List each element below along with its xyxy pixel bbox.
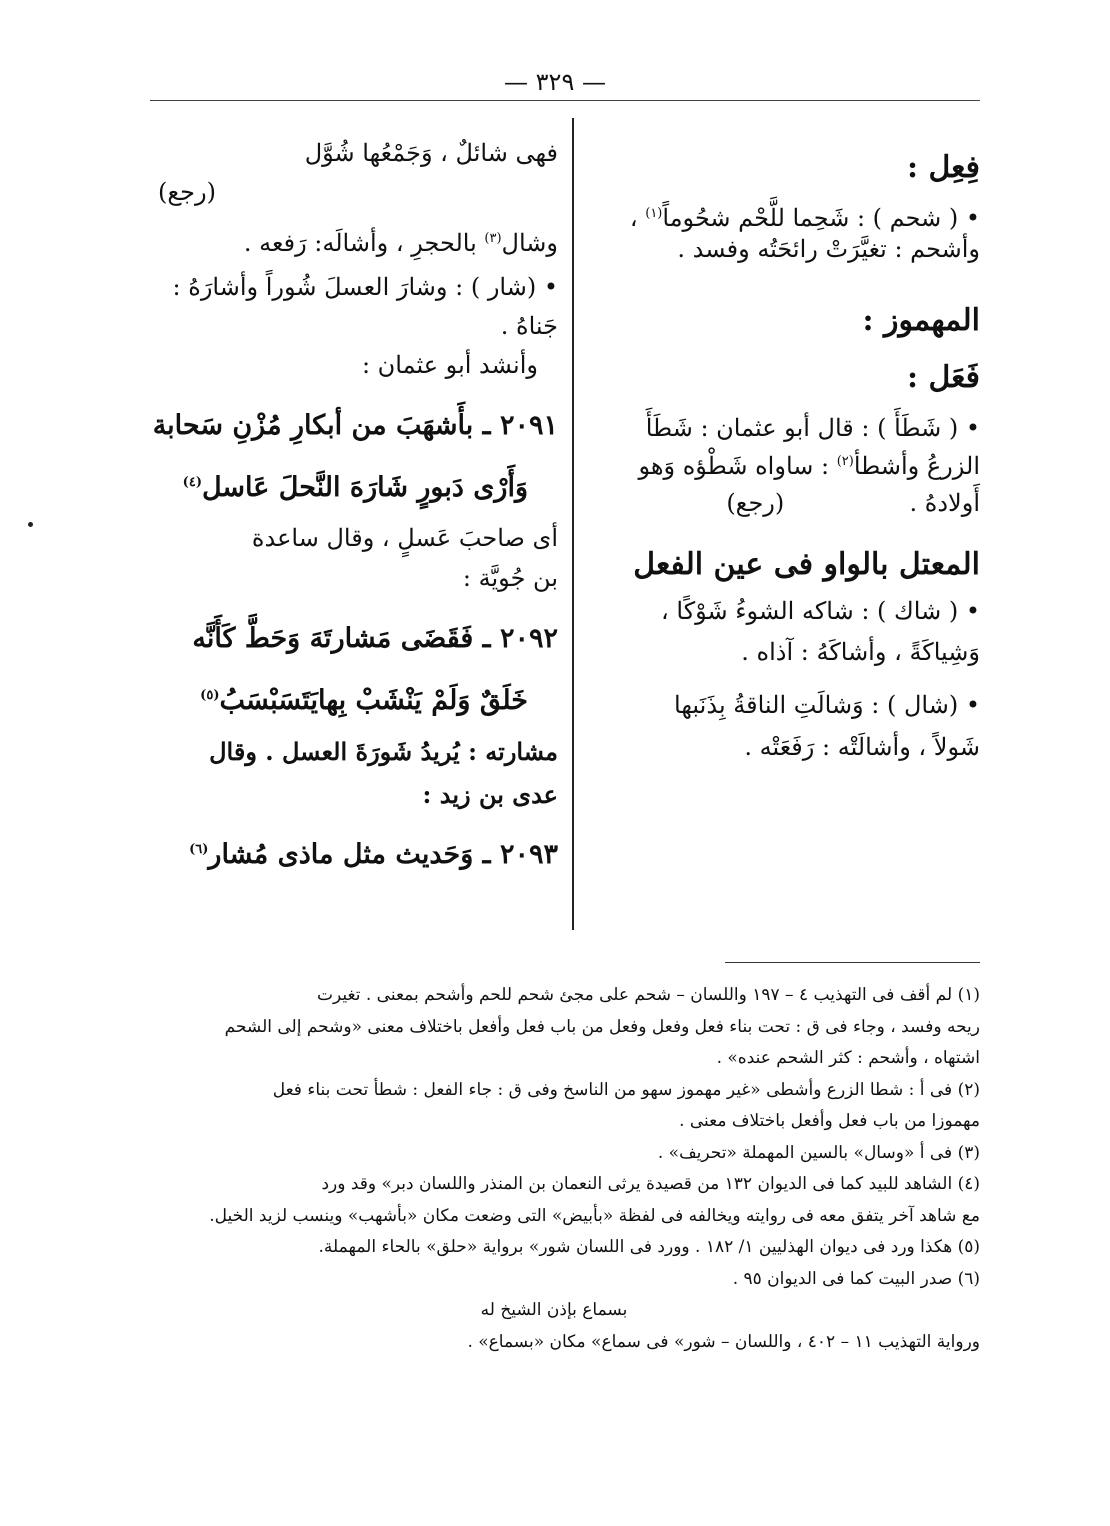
text-line: • ( شَطَأَ ) : قال أبو عثمان : شَطَأَ <box>645 414 980 443</box>
footnote: ورواية التهذيب ١١ – ٤٠٢ ، واللسان – شور» فى سماع» مكان «بسماع» . <box>467 1331 980 1352</box>
footnote-rule <box>725 962 980 963</box>
footnote: (١) لم أقف فى التهذيب ٤ – ١٩٧ واللسان – شحم على مجئ شحم للحم وأشحم بمعنى . تغيرت <box>317 985 980 1005</box>
footnote: (٤) الشاهد للبيد كما فى الديوان ١٣٢ من قصيدة يرثى النعمان بن المنذر واللسان دبر» وقد ورد <box>321 1174 980 1195</box>
footnote-ref: (١) <box>645 206 663 221</box>
text-line: • (شال ) : وَشالَتِ الناقةُ بِذَنَبها <box>674 691 980 720</box>
text-line: بن جُويَّة : <box>462 563 558 592</box>
text-line: وَشِياكَةً ، وأشاكَهُ : آذاه . <box>741 638 980 667</box>
text-line: • ( شاك ) : شاكه الشوءُ شَوْكًا ، <box>661 596 980 625</box>
text-line: الزرعُ وأشطأ$^{(٢)}$ : ساواه شَطْؤه وَهو <box>638 451 980 480</box>
text-line: أى صاحبَ عَسلٍ ، وقال ساعدة <box>251 524 558 553</box>
text-line: شَولاً ، وأشالَتْه : رَفَعَتْه . <box>744 732 980 761</box>
footnote-ref: (٦) <box>189 842 209 858</box>
verse-line: ٢٠٩٣ ـ وَحَديث مثل ماذى مُشار$^{(٦)}$ <box>189 839 558 871</box>
verse-line: ٢٠٩١ ـ بأَشهَبَ من أبكارِ مُزْنِ سَحابة <box>152 410 558 442</box>
text-line: وأشحم : تغيَّرَتْ رائحَتُه وفسد . <box>677 235 980 264</box>
footnotes <box>128 982 980 1360</box>
header-rule <box>150 100 980 101</box>
footnote-ref: (٣) <box>484 231 502 247</box>
verse-line: وَأَرْى دَبورٍ شَارَهَ النَّحلَ عَاسل$^{(٤)}$ <box>182 472 528 504</box>
left-column <box>152 138 558 899</box>
footnote: مهموزا من باب فعل وأفعل باختلاف معنى . <box>679 1111 980 1132</box>
section-heading: فِعِل : <box>906 150 980 185</box>
text-line: • ( شحم ) : شَحِما للَّحْم شحُوماً$^{(١)}$ ، <box>629 204 980 232</box>
text-line: • (شار ) : وشارَ العسلَ شُوراً وأشارَهُ : <box>172 272 558 301</box>
footnote-note: بسماع بإذن الشيخ له <box>480 1300 628 1321</box>
footnote-ref: (٥) <box>200 687 220 703</box>
verse-line: خَلَقٌ وَلَمْ يَنْشَبْ بِهايَتَسَبْسَبُ$^{(٥)}$ <box>200 684 528 716</box>
footnote: (٦) صدر البيت كما فى الديوان ٩٥ . <box>732 1268 980 1289</box>
cross-reference: (رجع) <box>726 488 785 517</box>
section-heading: فَعَل : <box>906 360 980 396</box>
footnote: (٥) هكذا ورد فى ديوان الهذليين ١/ ١٨٢ . وورد فى اللسان شور» برواية «حلق» بالحاء المهملة. <box>318 1237 980 1258</box>
footnote-ref: (٤) <box>182 475 202 491</box>
footnote: (٢) فى أ : شطا الزرع وأشطى «غير مهموز سهو من الناسخ وفى ق : جاء الفعل : شطأ تحت بناء فعل <box>272 1079 980 1100</box>
column-divider <box>572 118 574 930</box>
text-line: فهى شائلٌ ، وَجَمْعُها شُوَّل <box>304 139 558 167</box>
text-line: مشارته : يُريدُ شَورَةَ العسل . وقال <box>209 736 558 766</box>
page-number: — ٣٢٩ — <box>504 68 606 96</box>
cross-reference: (رجع) <box>158 178 216 207</box>
footnote-ref: (٢) <box>836 453 854 469</box>
margin-dot <box>28 522 33 527</box>
text-line: عدى بن زيد : <box>422 780 558 810</box>
section-heading: المهموز : <box>862 303 980 339</box>
verse-line: ٢٠٩٢ ـ فَقَضَى مَشارتَهَ وَحَطَّ كَأَنَّه <box>192 622 558 654</box>
text-line: وشال$^{(٣)}$ بالحجرِ ، وأشالَه: رَفعه . <box>243 229 558 258</box>
footnote: (٣) فى أ «وسال» بالسين المهملة «تحريف» . <box>657 1142 980 1163</box>
footnote: اشتهاه ، وأشحم : كثر الشحم عنده» . <box>716 1048 980 1069</box>
text-line: وأنشد أبو عثمان : <box>361 350 538 379</box>
right-column <box>595 150 980 763</box>
text-line: أَولادهُ . (رجع) <box>726 488 980 517</box>
footnote: ريحه وفسد ، وجاء فى ق : تحت بناء فعل وفعل وفعل من باب فعل وأفعل باختلاف معنى «وشحم إلى الشحم <box>224 1016 980 1037</box>
footnote: مع شاهد آخر يتفق معه فى روايته ويخالفه فى لفظة «بأبيض» التى وضعت مكان «بأشهب» وينسب لزيد الخيل. <box>209 1205 980 1226</box>
text-line: جَناهُ . <box>500 311 558 340</box>
section-heading: المعتل بالواو فى عين الفعل <box>633 546 980 582</box>
